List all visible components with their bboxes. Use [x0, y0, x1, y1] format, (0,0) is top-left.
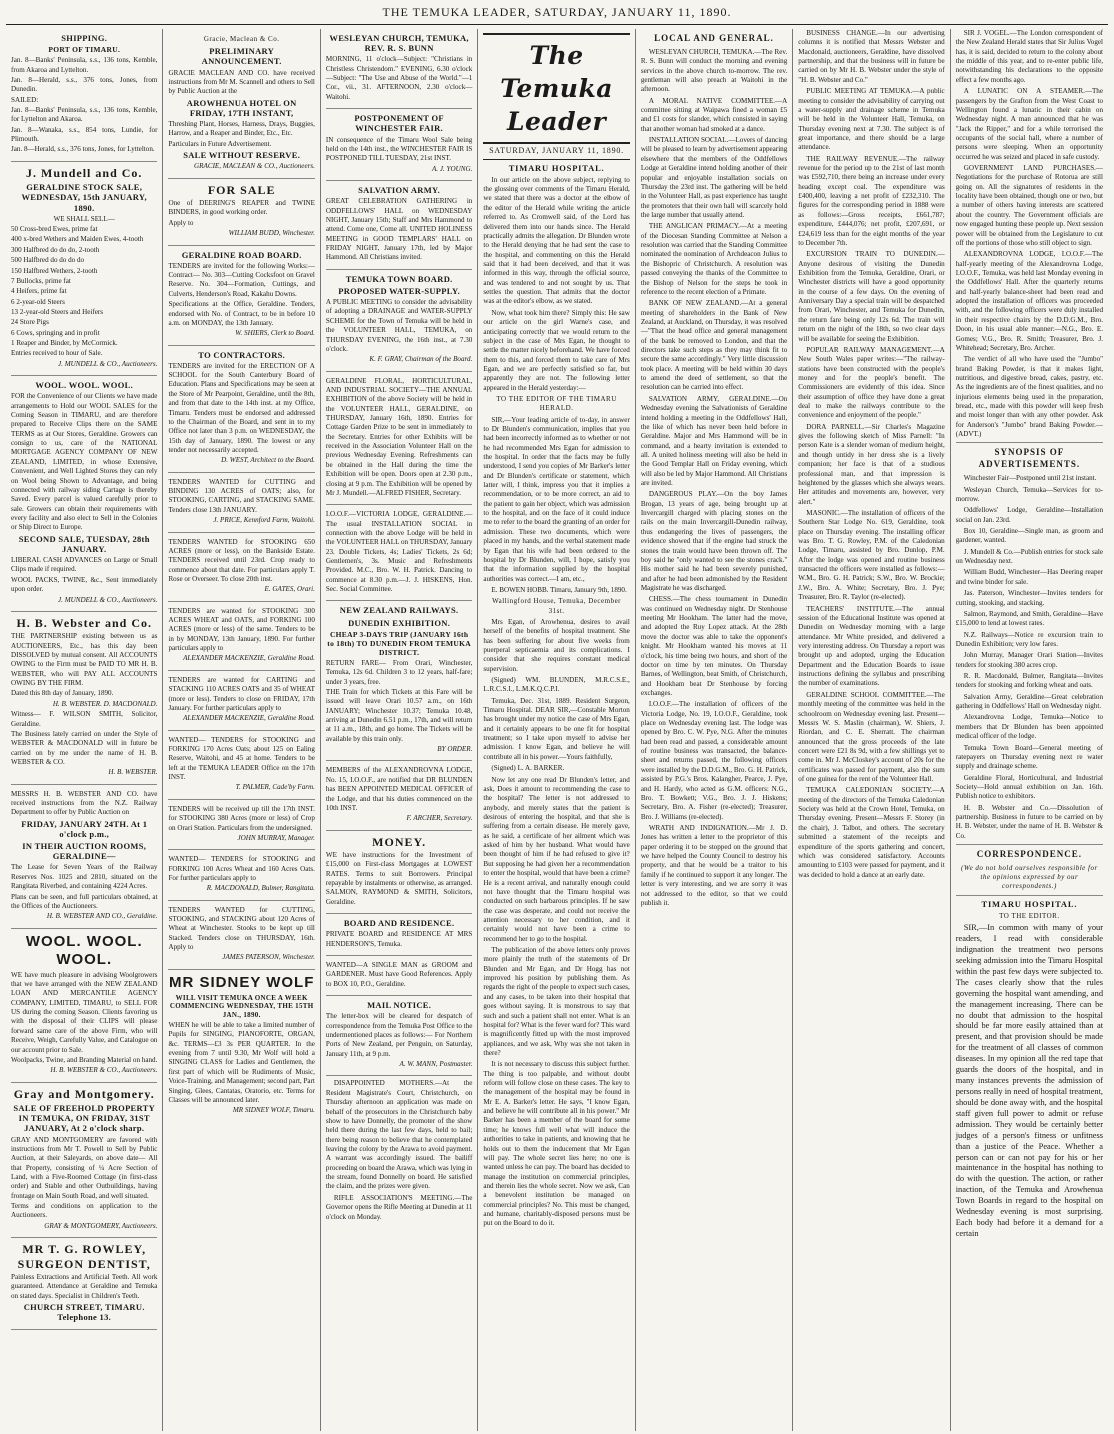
salvation-heading: SALVATION ARMY.	[358, 184, 441, 195]
news-item: POPULAR RAILWAY MANAGEMENT.—A New South Wales paper writes:—"The railway-stations have been constructed with the people's money and for the people's benefit. The Commissioners are evidently of this idea. Since their assumption of office they have done a great deal to make the railways contribute to the convenience and enjoyment of the people."	[798, 345, 945, 420]
wanted-groom-text: WANTED—A SINGLE MAN as GROOM and GARDENER. Must have Good References. Apply to BOX 10, P.O., Geraldine.	[325, 961, 473, 988]
corr-to-editor: TO THE EDITOR.	[999, 911, 1060, 920]
town-board-heading: TEMUKA TOWN BOARD.	[345, 273, 453, 284]
webster-heading: H. B. Webster and Co.	[16, 615, 153, 630]
rowley-ad	[11, 1238, 157, 1330]
correspondence-heading: CORRESPONDENCE.	[976, 849, 1082, 860]
gracie-ad	[168, 29, 314, 179]
postpone-signature: A. J. YOUNG.	[431, 164, 473, 173]
shipping-line: SAILED:	[11, 95, 39, 104]
column-6	[793, 29, 950, 1431]
return-fare: RETURN FARE— From Orari, Winchester, Temuka, 12s 6d. Children 3 to 12 years, half-fare; under 3 years, free.	[325, 658, 473, 686]
synopsis-item: John Murray, Manager Orari Station—Invites tenders for stooking 380 acres crop.	[955, 651, 1104, 669]
stock-line: 13 2-year-old Steers and Heifers	[11, 307, 104, 316]
continued-signature: H. B. WEBSTER.	[108, 768, 158, 777]
money-heading: MONEY.	[372, 834, 427, 849]
geraldine-stock-sale: GERALDINE STOCK SALE, WEDNESDAY, 15th JANUARY, 1890.	[21, 182, 147, 213]
gracie-particulars: Particulars in Future Advertisement.	[168, 139, 272, 148]
mundell-signature: J. MUNDELL & CO., Auctioneers.	[58, 359, 158, 368]
wool-heading: WOOL. WOOL. WOOL.	[35, 380, 134, 391]
webster-auction-ad	[11, 785, 157, 929]
auction-rooms: IN THEIR AUCTION ROOMS, GERALDINE—	[22, 841, 147, 862]
news-item: TEMUKA CALEDONIAN SOCIETY.—A meeting of the directors of the Temuka Caledonian Society was held at the Crown Hotel, Temuka, on Thursday evening. Present—Messrs F. Storey (in the chair), J. Talbot, and others. The secretary submitted a statement of the receipts and expenditure of the sports gathering and concert, which was considered satisfactory. Accounts amounting to £103 were passed for payment, and it was decided to hold a dance at an early date.	[798, 786, 945, 879]
disappointed-text: DISAPPOINTED MOTHERS.—At the Resident Magistrate's Court, Christchurch, on Thursday afternoon an application was made on behalf of the prosecutors in the Christchurch baby show to have Donnelly, the promoter of the show held there during the last few days, held to bail; there being reason to believe that he contemplated leaving the colony by the Arawa to avoid payment. A warrant was accordingly issued. The bailiff proceeding on board the Arawa, which was lying in the stream, found Donnelly on board. He satisfied the claim, and the prizes were given.	[325, 1079, 473, 1191]
tenders3-text: TENDERS are wanted for STOOKING 300 ACRES WHEAT and OATS, and FORKING 100 ACRES (more or less) of the same. Tenders to be in by MONDAY, 13th January, 1890. For further particulars apply to	[168, 606, 315, 653]
signed-barker: (Signed) L. A. BARKER.	[491, 764, 565, 773]
webster-signature: H. B. WEBSTER AND CO., Geraldine.	[46, 912, 158, 921]
synopsis-item: J. Mundell & Co.—Publish entries for stock sale on Wednesday next.	[955, 547, 1104, 566]
road-board-heading: GERALDINE ROAD BOARD.	[181, 249, 302, 260]
road-board-text: TENDERS are invited for the following Works:— Contract— No. 303—Cutting Cocksfoot on Gravel Reserve. No. 304—Formation, Cuttings, and Culverts, Henderson's Road, Kakahu Downs.	[168, 261, 315, 298]
synopsis-item: R. R. Macdonald, Bulmer, Rangitata—Invites tenders for stooking and forking wheat and oats.	[955, 672, 1104, 690]
tenders2-text: TENDERS WANTED for STOOKING 650 ACRES (more or less), on the Bankside Estate. TENDERS received until 23rd. Crop ready to commence about that date. For particulars apply T. Rose or Overseer. To close 20th inst.	[168, 537, 315, 583]
letter-signature: E. BOWEN HOBB. Timaru, January 9th, 1890.	[491, 585, 627, 594]
news-item: The verdict of all who have used the "Jumbo" brand Baking Powder, is that it makes light, nutritious, and digestive bread, cakes, pastry, etc. As the ingredients are of the finest qualities, and no injurious elements being used in the preparation, bread, etc., made with this powder will keep fresh and moist longer than with any other powder. Ask for Anderson's "Jumbo" brand Baking Powder.—(ADVT.)	[955, 355, 1104, 439]
rifle-text: RIFLE ASSOCIATION'S MEETING.—The Governor opens the Rifle Meeting at Dunedin at 11 o'clock on Monday.	[325, 1193, 473, 1221]
rowley-text: Painless Extractions and Artificial Teeth. All work guaranteed. Attendance at Geraldine and Temuka on stated days. Specialist in Children's Teeth.	[11, 1272, 158, 1300]
wool-packs: WOOL PACKS, TWINE, &c., Sent immediately upon order.	[11, 575, 158, 594]
col6-news-items	[798, 29, 944, 880]
shipping-line: Jan. 8—Wanaka, s.s., 854 tons, Lundie, for Plimouth.	[11, 125, 158, 144]
contractors-signature: D. WEST, Architect to the Board.	[221, 456, 315, 465]
wolf-text: WHEN he will be able to take a limited number of Pupils for SINGING, PIANOFORTE, ORGAN, &c. TERMS—£3 3s PER QUARTER. In the evening from 7 until 9.30, Mr Wolf will hold a SINGING CLASS for Ladies and Gentlemen, the first part of which will be Rudiments of Music, Voice-Training, and Management; second part, Part Singing, Glees, Cantatas, Oratorio, etc. Terms for Classes will be announced later.	[168, 1020, 315, 1104]
tenders2-signature: E. GATES, Orari.	[264, 585, 315, 594]
signed-blunden: (Signed) WM. BLUNDEN, M.R.C.S.E., L.R.C.S.I., L.M.K.Q.C.P.I.	[483, 675, 630, 694]
salvation-text: GREAT CELEBRATION GATHERING in ODDFELLOWS' HALL on WEDNESDAY NIGHT, January 15th; Staff and Mrs Hammond to attend. Come one, Come all. UNITED HOLINESS MEETING in GOOD TEMPLARS' HALL on FRIDAY NIGHT, January 17th, led by Major Hammond. All Christians invited.	[325, 197, 473, 262]
tenders-ad-4	[168, 671, 314, 731]
contractors-text: TENDERS are invited for the ERECTION OF A SCHOOL for the South Canterbury Board of Education. Plans and Specifications may be seen at the Store of Mr Pearpoint, Geraldine, until the 8th, and from that date to the 14th inst. at my Office, Timaru. Tenders must be endorsed and addressed to the Chairman of the Board, and sent in to my Office not later than 3 p.m. on WEDNESDAY, the 15th day of January, 1890. The lowest or any tender not necessarily accepted.	[168, 361, 315, 454]
board-text: PRIVATE BOARD and RESIDENCE AT MRS HENDERSON'S, Temuka.	[325, 930, 473, 948]
tenders1-signature: J. PRICE, Kennford Farm, Waitohi.	[213, 516, 315, 525]
friday-date: FRIDAY, JANUARY 24TH. At 1 o'clock p.m.,	[21, 818, 148, 839]
news-item: SALVATION ARMY, GERALDINE.—On Wednesday evening the Salvationists of Geraldine intend holding a meeting in the Oddfellows' Hall, the like of which has never been held before in Geraldine. Major and Mrs Hammond will be in command, and a hearty invitation is extended to all. A united holiness meeting will also be held in the Good Templar Hall on Friday evening, which will also be led by Major Hammond. All Christians are invited.	[640, 394, 788, 488]
road-board-signature: W. SHIERS, Clerk to Board.	[235, 329, 315, 338]
wool-ad-webster	[11, 929, 157, 1083]
mundell-heading: J. Mundell and Co.	[26, 165, 143, 180]
salvation-ad	[326, 181, 472, 270]
divider	[956, 844, 1103, 845]
by-order: BY ORDER.	[437, 745, 473, 754]
port-heading: PORT OF TIMARU.	[48, 45, 121, 55]
mail-heading: MAIL NOTICE.	[367, 1000, 432, 1011]
packs-signature: J. MUNDELL & CO., Auctioneers.	[58, 595, 158, 604]
wolf-heading: MR SIDNEY WOLF	[168, 973, 315, 991]
money-ad	[326, 831, 472, 915]
wanted2-signature: R. MACDONALD, Bulmer, Rangitata.	[206, 884, 315, 893]
wolf-ad	[168, 970, 314, 1122]
col7-news-items	[956, 29, 1103, 439]
tenders-ad-1	[168, 473, 314, 533]
tenders5-signature: JOHN MURRAY, Manager.	[237, 833, 315, 842]
mail-ad	[326, 996, 472, 1076]
lease-text: The Lease for Seven Years of the Railway Reserves Nos. 1025 and 2810, situated on the Rangitata Riverbed, and containing 4224 Acres.	[11, 863, 158, 891]
plans-text: Plans can be seen, and full particulars obtained, at the Offices of the Auctioneers.	[11, 892, 158, 910]
letter-heading: TO THE EDITOR OF THE TIMARU HERALD.	[496, 395, 617, 413]
news-item: TEACHERS' INSTITUTE.—The annual session of the Educational Institute was opened at Dunedin on Wednesday morning with a large attendance. Mr White presided, and delivered a very interesting address. On Thursday a report was brought up and adopted, urging the Education Department and the Education Boards to issue instructions defining the syllabus and prescribing the number of examinations.	[798, 604, 945, 688]
synopsis-item: Jas. Paterson, Winchester—Invites tenders for cutting, stooking, and stacking.	[955, 589, 1104, 607]
news-item: GOVERNMENT LAND PURCHASES.—Negotiations for the purchase of Rotorua are still going on. All the signatures of residents in the locality have been obtained, though one or two, but a number of others having interests are scattered about the country. The Government officials are now engaged hunting these people up. Next session power will be obtained from the Legislature to cut off the portions of those who still object to sign.	[955, 164, 1104, 247]
news-item: A MORAL NATIVE COMMITTEE.—A committee sitting at Waipawa fined a woman £5 and £1 costs for slander, which consisted in saying that another woman had smoked at a dance.	[640, 96, 788, 133]
shipping-line: Jan. 8—Herald, s.s., 376 tons, Jones, from Dunedin.	[11, 75, 158, 94]
contractors-heading: TO CONTRACTORS.	[198, 349, 286, 360]
floral-ad	[326, 372, 472, 506]
wool2-signature: H. B. WEBSTER & CO., Auctioneers.	[50, 1066, 158, 1075]
tenders4-text: TENDERS are wanted for CARTING and STACKING 110 ACRES OATS and 35 of WHEAT (more or less). Tenders to close on FRIDAY, 17th January. For further particulars apply to	[168, 675, 315, 712]
wool2-text: WE have much pleasure in advising Woolgrowers that we have arranged with the NEW ZEALAND LOAN AND MERCANTILE AGENCY COMPANY, LIMITED, TIMARU, to SELL FOR US during the coming Season. Clients favoring us with the disposal of their CLIPS will please forward same care of the above Firm, who will Receive, Weigh, Carefully Value, and Catalogue on our account prior to Sale.	[11, 970, 158, 1054]
tenders5-text: TENDERS will be received up till the 17th INST. for STOOKING 380 Acres (more or less) of Crop on Orari Station. Particulars from the undersigned.	[168, 804, 315, 832]
dear-sir-text: Temuka, Dec. 31st, 1889. Resident Surgeon, Timaru Hospital. DEAR SIR,—Constable Morton has brought under my notice the case of Mrs Egan, and it certainly appears to be one fit for hospital treatment; so I take upon myself to advise her admission. I know Egan, and believe he will contribute all in his power.—Yours faithfully,	[483, 696, 630, 761]
webster-ad	[11, 612, 157, 785]
stock-line: 150 Halfbred Wethers, 2-tooth	[11, 266, 98, 275]
alexandrovna-ad	[326, 761, 472, 830]
column-2	[163, 29, 320, 1431]
page-masthead: THE TEMUKA LEADER, SATURDAY, JANUARY 11, 1890.	[6, 0, 1108, 25]
column-3	[321, 29, 478, 1431]
news-item: THE ANGLICAN PRIMACY.—At a meeting of the Diocesan Standing Committee at Nelson a resolution was carried that the Standing Committee nominated the nomination of Archdeacon Julius to the Bishopric of Christchurch. A resolution was passed conveying the thanks of the Committee to the Bishop of Nelson for the steps he took in reference to the recent election of a Primate.	[640, 222, 788, 296]
gray-terms: Terms and conditions on application to the Auctioneers.	[11, 1202, 158, 1220]
tenders4-signature: ALEXANDER MACKENZIE, Geraldine Road.	[183, 714, 315, 723]
column-5	[636, 29, 793, 1431]
synopsis-item: Geraldine Floral, Horticultural, and Industrial Society—Hold annual exhibition on Jan. 16th. Publish notice to exhibitors.	[955, 773, 1104, 801]
correspondence-note: (We do not hold ourselves responsible for the opinions expressed by our correspondents.)	[961, 864, 1098, 891]
stock-line: 500 Halfbred do do do do	[11, 256, 85, 265]
gracie-sale: SALE WITHOUT RESERVE.	[183, 150, 301, 161]
wanted-ad-2	[168, 850, 314, 900]
forsale-heading: FOR SALE	[207, 182, 276, 197]
continued-text: The Business lately carried on under the Style of WEBSTER & MACDONALD will in future be carried on by me under the name of H. B. WEBSTER & CO.	[11, 729, 158, 766]
synopsis-item: Alexandrovna Lodge, Temuka—Notice to members that Dr Blunden has been appointed medical officer of the lodge.	[955, 713, 1104, 741]
corr-title: TIMARU HOSPITAL.	[981, 898, 1078, 909]
partnership-text: THE PARTNERSHIP existing between us as AUCTIONEERS, Etc., has this day been DISSOLVED by mutual consent. All ACCOUNTS OWING to the Firm must be PAID TO MR H. B. WEBSTER, who will PAY ALL ACCOUNTS OWING BY THE FIRM.	[11, 632, 158, 688]
wool2-heading: WOOL. WOOL. WOOL.	[25, 932, 143, 968]
hotel-heading: AROWHENUA HOTEL ON FRIDAY, 17TH INSTANT,	[186, 97, 297, 118]
stock-line: 7 Bullocks, prime fat	[11, 276, 71, 285]
synopsis-item: Oddfellows' Lodge, Geraldine—Installation social on Jan. 23rd.	[955, 506, 1104, 524]
board-ad	[326, 914, 472, 956]
editorial-dateline: SATURDAY, JANUARY 11, 1890.	[483, 146, 629, 160]
oof-text: I.O.O.F.—VICTORIA LODGE, GERALDINE.—The usual INSTALLATION SOCIAL in connection with the above Lodge will be held in the VOLUNTEER HALL on THURSDAY, January 23. Double Tickets, 4s; Ladies' Tickets, 2s 6d; Gentlemen's, 3s. Music and Refreshments Provided. M.C., Bro. W. H. Patrick. Dancing to commence at 8.30 p.m.—J. J. HISKENS, Hon. Sec. Social Committee.	[325, 510, 473, 594]
prelim-heading: PRELIMINARY ANNOUNCEMENT.	[201, 46, 282, 67]
witness-text: Witness— F. WILSON SMITH, Solicitor, Geraldine.	[11, 710, 158, 728]
news-item: BANK OF NEW ZEALAND.—At a general meeting of shareholders in the Bank of New Zealand, at Auckland, on Thursday, it was resolved—"That the head office and general management of the bank be removed to London, and that the directors take such steps as they may think fit to secure the same accordingly." Very little discussion took place. A meeting will be held within 30 days to amend the deed of settlement, so that the resolution can be carried into effect.	[640, 299, 788, 392]
dunedin-heading: DUNEDIN EXHIBITION.	[348, 617, 451, 628]
forsale-signature: WILLIAM BUDD, Winchester.	[228, 229, 315, 238]
wanted1-text: WANTED— TENDERS for STOOKING and FORKING 170 Acres Oats; about 125 on Ealing Reserve, Waitohi, and 45 at home. Tenders to be left at the TEMUKA LEADER Office on the 17th INST.	[168, 735, 315, 782]
tenders-ad-5	[168, 800, 314, 850]
wesleyan-ad	[326, 29, 472, 109]
gray-heading: Gray and Montgomery.	[13, 1086, 155, 1101]
corr-letter-text: SIR,—In common with many of your readers, I read with considerable indignation the treatment two persons seeking admission into the Timaru Hospital within the past few days were subjected to. The cases clearly show that the rules governing the hospital want amending, and the management increasing. There can be no doubt that admission to the hospital should be far more easily attained than at present, and that provision should be made for the treatment of all classes of common diseases. In my opinion all the red tape that guards the doors of the hospital, and in many instances prevents the admission of persons really in need of hospital treatment, should be done away with, and the hospital staff given full power to admit or refuse admission. They would be certainly better judges of a person's fitness or unfitness than a justice of the Peace. Whether a person can or can not pay for his or her maintenance in the hospital has nothing to do with the question. The action, or rather inaction, of the Temuka and Arowhenua Town Boards in regard to the hospital on Wednesday evening is most surprising. Each body had before it a demand for a certain	[955, 923, 1104, 1238]
tenders-ad-6	[168, 901, 314, 970]
news-item: GERALDINE SCHOOL COMMITTEE.—The monthly meeting of the committee was held in the schoolroom on Wednesday evening last. Present—Messrs W. S. Maslin (chairman), W. Shiers, J. Riordan, and C. E. Sherratt. The chairman announced that the gross proceeds of the late concert were £21 8s 9d, with a few shillings yet to come in. Mr J. McCloskey's account of 20s for the certificates was passed for payment, also the sum of one guinea for the rent of the Volunteer Hall.	[798, 690, 945, 784]
water-heading: PROPOSED WATER-SUPPLY.	[338, 285, 461, 296]
second-sale: SECOND SALE, TUESDAY, 28th JANUARY.	[18, 533, 150, 554]
tenders-ad-3	[168, 602, 314, 671]
wanted-groom-ad	[326, 956, 472, 996]
gracie-top: Gracie, Maclean & Co.	[203, 35, 280, 43]
oof-ad	[326, 505, 472, 601]
wanted1-signature: T. PALMER, Cade'by Farm.	[235, 783, 315, 792]
news-item: I.O.O.F.—The installation of officers of the Victoria Lodge, No. 19, I.O.O.F., Geraldine, took place on Wednesday evening last. The lodge was opened by Bro. C. W. Pye, N.G. After the minutes had been read and passed, a considerable amount of routine business was transacted, the balance-sheet and returns passed, the following officers were installed by the D.D.G.M., Bro. G. H. Patrick, assisted by P.G.'s Bros. Kalangher, Pearce, J. Pye, and H. Hardy, who acted as G.M. officers: N.G., Bro. T. Bowkett; V.G., Bro. J. J. Hiskens; Secretary, Bro. A. Fisher (re-elected); Treasurer, Bro. J. Williams (re-elected).	[640, 700, 788, 821]
train-text: THE Train for which Tickets at this Fare will be issued will leave Orari 10.57 a.m., on 16th JANUARY; Winchester 10.37; Temuka 10.48, arriving at Dunedin 6.51 p.m., 17th, and will return at 11 a.m., 18th, and go home. The Tickets will be available by this train only.	[325, 687, 473, 743]
wesleyan-heading: WESLEYAN CHURCH, TEMUKA, REV. R. S. BUNN	[329, 33, 469, 54]
news-item: SIR J. VOGEL.—The London correspondent of the New Zealand Herald states that Sir Julius Vogel has, it is said, decided to return to the colony about the middle of this year, and to re-enter public life, notwithstanding his declarations to the opposite effect a few months ago.	[955, 29, 1104, 84]
wool-text: FOR the Convenience of our Clients we have made arrangements to Hold our WOOL SALES for the Coming Season in TIMARU, and are therefore prepared to Receive Clips there on the SAME TERMS as at Our Stores, Geraldine. Growers can consign to us, care of the NATIONAL MORTGAGE AGENCY COMPANY OF NEW ZEALAND, LIMITED, in whose Extensive, Convenient, and Well Lighted Stores they can rely on Wool being Shown to Advantage, and being connected with railway siding Cartage is thereby Saved. Every parcel is valued carefully prior to sale. Growers can obtain their requirements with every facility and also elect to Sell in the Colonies or Ship Direct to Europe.	[11, 392, 158, 532]
wanted2-text: WANTED— TENDERS for STOOKING and FORKING 100 Acres Wheat and 160 Acres Oats. For further particulars apply to	[168, 855, 315, 882]
analysis-2: The publication of the above letters only proves more plainly the truth of the statements of Dr Blunden and Mr Egan, and Dr Hogg has not improved his position by publishing them. As regards the right of the people to expect such cases, and any cases, to be taken into their hospital that goes without saying. It is monstrous to say that such and such a patient shall not enter. What is an hospital for? What is the fever ward for? This ward is magnificently fitted up with the most improved appliances, and we ask, Why was she not taken in there?	[483, 946, 630, 1057]
floral-text: GERALDINE FLORAL, HORTICULTURAL, AND INDUSTRIAL SOCIETY—THE ANNUAL EXHIBITION of the above Society will be held in the VOLUNTEER HALL, GERALDINE, on THURSDAY, January 16th, 1890. Entries for Cottage Garden Prize to be sent in immediately to the Secretary. Entries for other Exhibits will be received in the Association Volunteer Hall on the previous Wednesday Evening. Refreshments can be obtained in the Hall during the time the Exhibition will be open. Doors open at 2.30 p.m., closing at 9 p.m. The Exhibition will be opened by Mr J. Mundell.—ALFRED FISHER, Secretary.	[325, 376, 473, 497]
shipping-lines	[11, 56, 157, 155]
hospital-para-2: Now, what took him there? Simply this: He saw our article on the girl Warne's case, and anticipating correctly that we would return to the subject in the case of Mrs Egan, he thought to settle the matter nicely beforehand. We have forced them to this, and forced them to take care of Mrs Egan, and we are perfectly satisfied so far, but apparently they are not. The following letter appeared in the Herald yesterday:—	[483, 308, 630, 392]
news-item: MASONIC.—The installation of officers of the Southern Star Lodge No. 619, Geraldine, took place on Thursday evening. The installing officer was Bro. T. G. Rowley, P.M. of the Caledonian Lodge, Timaru, assisted by Bro. Dunlop, P.M. After the lodge was opened and routine business transacted the officers were installed as follows:—W.M., Bro. G. H. Patrick; S.W., Bro. W. Brockie; J.W., Bro. A. White; Secretary, Bro. J. Pye; Treasurer, Bro. R. Taylor (re-elected).	[798, 508, 945, 602]
column-1	[6, 29, 163, 1431]
stock-lines	[11, 225, 157, 359]
news-item: WESLEYAN CHURCH, TEMUKA.—The Rev. R. S. Bunn will conduct the morning and evening services in the above church to-morrow. The rev. gentleman will also preach at Waitohi in the afternoon.	[640, 47, 788, 94]
col3-news	[326, 1076, 472, 1221]
freehold-heading: SALE OF FREEHOLD PROPERTY IN TEMUKA, ON FRIDAY, 31ST JANUARY, At 2 o'clock sharp.	[13, 1102, 156, 1134]
news-item: PUBLIC MEETING AT TEMUKA.—A public meeting to consider the advisability of carrying out a water-supply and drainage scheme in Temuka will be held in the Volunteer Hall, Temuka, on Thursday evening next at 7.30. The subject is of great importance, and there should be a large attendance.	[798, 87, 945, 152]
stock-line: 6 2-year-old Steers	[11, 297, 65, 306]
synopsis-item: Winchester Fair—Postponed until 21st instant.	[963, 474, 1097, 483]
dated-text: Dated this 8th day of January, 1890.	[11, 689, 114, 698]
road-board-ad	[168, 246, 314, 346]
shipping-line: Jan. 8—Herald, s.s., 376 tons, Jones, for Lyttelton.	[11, 145, 155, 154]
gracie-signature: GRACIE, MACLEAN & CO., Auctioneers.	[194, 162, 315, 171]
tenders6-text: TENDERS WANTED for CUTTING, STOOKING, and STACKING about 120 Acres of Wheat at Winchester. Stooks to be kept up till Stacked. Tenders close on THURSDAY, 16th. Apply to	[168, 905, 315, 952]
local-general-heading: LOCAL AND GENERAL.	[654, 33, 774, 43]
synopsis-item: Wesleyan Church, Temuka—Services for to-morrow.	[955, 485, 1104, 503]
wolf-signature: MR SIDNEY WOLF, Timaru.	[232, 1106, 315, 1115]
stock-line: 50 Cross-bred Ewes, prime fat	[11, 225, 98, 234]
alexandrovna-signature: F. ARCHER, Secretary.	[406, 814, 473, 823]
forsale-apply: Apply to	[168, 218, 194, 227]
stock-line: 6 Cows, springing and in profit	[11, 328, 100, 337]
forsale-text: One of DEERING'S REAPER and TWINE BINDERS, in good working order.	[168, 199, 315, 217]
postpone-heading: POSTPONEMENT OF WINCHESTER FAIR.	[354, 113, 444, 134]
money-text: WE have instructions for the Investment of £15,000 on First-class Mortgages at LOWEST RATES. Terms to suit Borrowers. Principal repayable by instalments or otherwise, as arranged. SALMON, RAYMOND & SMITH, Solicitors, Geraldine.	[325, 851, 473, 906]
railways-ad	[326, 601, 472, 761]
divider	[956, 895, 1103, 896]
analysis-1: Now let any one read Dr Blunden's letter, and ask, Does it amount to recommending the case to the hospital? The letter is not addressed to anybody, and merely states that the patient is desirous of entering the hospital, and that she is suffering from a certain disease. He merely gave, as he said, a certificate of her ailment which was asked of him by her husband. What would have been thought of him if he had refused to give it? But supposing he had given her a recommendation to enter the hospital, would that have been a crime? He is a recent arrival, and naturally enough could not have thought that the Timaru hospital was conducted on such barbarous principles. If he saw the case was desperate, and could not receive the attention necessary to her condition, and it certainly would not have been a crime to recommend her to go to the hospital.	[483, 775, 630, 943]
news-item: EXCURSION TRAIN TO DUNEDIN.—Anyone desirous of visiting the Dunedin Exhibition from the Temuka, Geraldine, Orari, or Winchester districts will have a good opportunity in the course of a few days. On the evening of Anniversary Day a special train will be despatched from Orari, Winchester, and Temuka for Dunedin, the return fare being only 12s 6d. The train will return on the night of the 18th, so two clear days will be available for seeing the Exhibition.	[798, 250, 945, 343]
mundell-stock-ad	[11, 162, 157, 376]
liberal-advances: LIBERAL CASH ADVANCES on Large or Small Clips made if required.	[11, 556, 158, 574]
mail-text: The letter-box will be cleared for despatch of correspondence from the Temuka Post Office to the undermentioned places as follows:— For Northern Ports of New Zealand, per Penguin, on Saturday, January 11th, at 9 p.m.	[325, 1012, 473, 1058]
tenders3-signature: ALEXANDER MACKENZIE, Geraldine Road.	[183, 654, 315, 663]
synopsis-items	[956, 474, 1103, 841]
synopsis-item: William Budd, Winchester—Has Deering reaper and twine binder for sale.	[955, 568, 1104, 586]
mail-signature: A. W. MANN, Postmaster.	[399, 1060, 473, 1069]
gray-signature: GRAY & MONTGOMERY, Auctioneers.	[44, 1221, 158, 1230]
news-item: A LUNATIC ON A STEAMER.—The passengers by the Grafton from the West Coast to Wellington found a lunatic in their cabin on Wednesday night. A man announced that he was "Jack the Ripper," and for a while terrorised the occupants of the social hall, where a number of persons were sleeping. When an opportunity occurred he was seized and placed in safe custody.	[955, 87, 1104, 161]
wanted-ad-1	[168, 731, 314, 800]
stock-line: Entries received to hour of Sale.	[11, 349, 103, 358]
news-item: BUSINESS CHANGE.—In our advertising columns it is notified that Messrs Webster and Macdonald, auctioneers, Geraldine, have dissolved partnership, and that the business will in future be carried on by Mr H. B. Webster under the style of "H. B. Webster and Co."	[798, 29, 945, 84]
news-item: CHESS.—The chess tournament in Dunedin was continued on Wednesday night. Dr Stenhouse meeting Mr Hookham. The latter had the move, and adopted the Ruy Lopez attack. At the 28th move the doctor was able to take the opponent's knight. Mr Hookham wanted his moves at 11 o'clock, his time being two hours, and short of the doctor on time by ten minutes. On Thursday Barnes, of Wellington, beat Smith, of Christchurch, and Hookham beat Dr Stenhouse by forcing exchanges.	[640, 595, 788, 697]
column-7	[951, 29, 1108, 1431]
news-item: DORA PARNELL.—Sir Charles's Magazine gives the following sketch of Miss Parnell: "In person Kate is a slender woman of medium height, and though untidy in her dress she is a lively companion; her face is that of a studious professional man, and that impression is heightened by the glasses which she always wears. Her attitudes and movements are, however, very alert."	[798, 422, 945, 506]
will-sell: WE SHALL SELL—	[53, 214, 115, 223]
stock-line: 300 Halfbred do do do, 2-tooth	[11, 245, 100, 254]
water-signature: K. F. GRAY, Chairman of the Board.	[369, 355, 473, 364]
stock-line: 1 Reaper and Binder, by McCormick.	[11, 339, 118, 348]
synopsis-item: H. B. Webster and Co.—Dissolution of partnership. Business in future to be carried on by H. B. Webster, under the name of H. B. Webster & Co.	[955, 803, 1104, 840]
shipping-line: Jan. 8—Banks' Peninsula, s.s., 136 tons, Kemble, for Lyttelton and Akaroa.	[11, 105, 158, 124]
synopsis-item: N.Z. Railways—Notice re excursion train to Dunedin Exhibition; very low fares.	[955, 630, 1104, 648]
water-ad	[326, 270, 472, 372]
wool-ad-mundell	[11, 376, 157, 612]
nzr-heading: NEW ZEALAND RAILWAYS.	[339, 605, 459, 616]
mrs-egan-text: Mrs Egan, of Arowhenua, desires to avail herself of the benefits of hospital treatment. She has been suffering for about five weeks from puerperal septicaemia and its complications. I consider that she requires constant medical supervision.	[483, 617, 630, 673]
news-item: INSTALLATION SOCIAL.—Lovers of dancing will be pleased to learn by advertisement appearing elsewhere that the members of the Oddfellows Lodge at Geraldine intend holding another of their popular and enjoyable installation socials on Thursday the 23rd inst. The gathering will be held in the Volunteer Hall, as past experience has taught the promoters that their own hall will scarcely hold the large number that usually attend.	[640, 136, 788, 219]
water-text: A PUBLIC MEETING to consider the advisability of adopting a DRAINAGE and WATER-SUPPLY SCHEME for the Town of Temuka will be held in the VOLUNTEER HALL, TEMUKA, on THURSDAY EVENING, the 16th inst., at 7.30 o'clock.	[325, 298, 473, 353]
stock-line: 400 x-bred Wethers and Maiden Ewes, 4-tooth	[11, 235, 144, 244]
road-board-specs: Specifications at the Office, Geraldine. Tenders, endorsed with No. of Contract, to be in before 10 a.m. on MONDAY, the 13th January.	[168, 300, 315, 327]
synopsis-item: Box 10, Geraldine—Single man, as groom and gardener, wanted.	[955, 527, 1104, 545]
hospital-editorial	[483, 176, 629, 1229]
corr-letter	[956, 923, 1103, 1240]
forsale-ad	[168, 179, 314, 246]
analysis-3: It is not necessary to discuss this subject further. The thing is too palpable, and without doubt reform will follow close on these cases. The key to the management of the hospital may be found in Mr E. A. Barker's letter. He says, "I know Egan, and believe he will contribute all in his power." Mr Barker has been a member of the board for some time; he knows full well what will induce the authorities to take in patients, and knowing that he holds out to them the inducement that Mr Egan will pay. The whole secret lies here; no one is wanted unless he can pay. The board has decided to manage the institution on commercial principles, and therein lies the whole secret. Now we ask, Can a benevolent institution be managed on commercial principles? No. This must be changed, and humane, charitably-disposed persons must be put on the Board to do it.	[483, 1060, 630, 1228]
alexandrovna-text: MEMBERS of the ALEXANDROVNA LODGE, No. 15, I.O.O.F., are notified that DR BLUNDEN has BEEN APPOINTED MEDICAL OFFICER of the Lodge, and that his duties commenced on the 10th INST.	[325, 766, 473, 812]
synopsis-item: Salmon, Raymond, and Smith, Geraldine—Have £15,000 to lend at lowest rates.	[955, 609, 1104, 628]
stock-line: 4 Heifers, prime fat	[11, 287, 67, 296]
board-heading: BOARD AND RESIDENCE.	[343, 918, 455, 929]
wolf-sub: WILL VISIT TEMUKA ONCE A WEEK COMMENCING WEDNESDAY, THE 15TH JAN., 1890.	[169, 993, 314, 1019]
rowley-heading: MR T. G. ROWLEY, SURGEON DENTIST,	[17, 1242, 151, 1271]
gracie-text: GRACIE MACLEAN AND CO. have received instructions from Mr M. Scannell and others to Sell by Public Auction at the	[168, 68, 315, 96]
news-item: DANGEROUS PLAY.—On the boy James Brogan, 13 years of age, being brought up at Invercargill charged with placing stones on the rails on the main Invercargill-Dunedin railway, thus endangering the lives of passengers, the evidence showed that if the engine had struck the stones the train would have been thrown off. The boy said he "only wanted to see the stones crack." His mother said he had been severely punished, and after he had been admonished by the Resident Magistrate he was discharged.	[640, 490, 788, 592]
synopsis-item: Temuka Town Board—General meeting of ratepayers on Thursday evening next re water supply and drainage scheme.	[955, 743, 1104, 771]
gracie-items: Threshing Plant, Horses, Harness, Drays, Buggies, Harrow, and a Reaper and Binder, Etc., Etc.	[168, 120, 315, 138]
stock-line: 24 Store Pigs	[11, 318, 49, 327]
news-item: ALEXANDROVNA LODGE, I.O.O.F.—The half-yearly meeting of the Alexandrovna Lodge, I.O.O.F., Temuka, was held last Monday evening in the Oddfellows' Hall. After the quarterly returns and half-yearly balance-sheet had been read and adopted the installation of officers was proceeded with, and the following officers were duly installed in their respective chairs by the D.D.G.M., Bro. Doon, in his usual able manner:—N.G., Bro. E. Gomes; V.G., Bro. R. Smith; Treasurer, Bro. J. Whitehead; Secretary, Bro. Archer.	[955, 250, 1104, 352]
divider	[956, 442, 1103, 443]
tenders-ad-2	[168, 533, 314, 602]
shipping-heading: SHIPPING.	[61, 33, 108, 43]
wesleyan-text: MORNING, 11 o'clock—Subject: "Christians in Christless Christendom." EVENING, 6.30 o'clock—Subject: "The Use and Abuse of the World."—1 Cor., vii., 31. AFTERNOON, 2.30 o'clock—Waitohi.	[325, 55, 473, 101]
gray-text: GRAY AND MONTGOMERY are favored with instructions from Mr T. Powell to Sell by Public Auction, at their Saleyards, on above date— All that Property, consisting of ¼ Acre Section of Land, with a Five-Roomed Cottage (in first-class order) and Stable and other Outbuildings, having frontage on Main South Road, and well situated.	[11, 1135, 158, 1200]
local-general-items	[641, 48, 787, 908]
postpone-text: IN consequence of the Timaru Wool Sale being held on the 14th inst., the WINCHESTER FAIR IS POSTPONED TILL TUESDAY, 21st INST.	[325, 135, 473, 163]
synopsis-heading: SYNOPSIS OF ADVERTISEMENTS.	[978, 447, 1081, 470]
column-4	[478, 29, 635, 1431]
rowley-address: CHURCH STREET, TIMARU. Telephone 13.	[23, 1302, 145, 1323]
tenders1-text: TENDERS WANTED for CUTTING and BINDING 130 ACRES of OATS; also, for STOOKING, CARTING, and STACKING SAME. Tenders close 13th JANUARY.	[168, 477, 315, 514]
hospital-para-1: In our article on the above subject, replying to the glossing over comments of the Timaru Herald, we stated that there was a doctor at the elbow of the editor of the Herald while writing the article referred to. As Cromwell said, of the Lord has delivered them into our hands since. The Herald practically admits the allegation. Dr Blunden wrote to the Herald denying that he had sent the case to the hospital, and commenting on this the Herald said that it had been deceived, and that it was informed in this way, through the official source, and was tendered to and not sought by us. That settles the question. That admits that the doctor was at the editor's elbow, as we stated.	[483, 175, 630, 306]
shipping-ad	[11, 29, 157, 162]
letter-text: SIR,—Your leading article of to-day, in answer to Dr Blunden's communication, implies that you had been incorrectly informed as to whether or not he had recommended Mrs Egan for admission to the hospital. In order that the facts may be fully understood, I send you copies of Mr Barker's letter and Dr Blunden's certificate or statement, which latter will, I think, impress you that it implies a recommendation, or to be more correct, an aid to the patient to gain her object, which was admission to the hospital, and on the face of it could induce me to refer to the board the granting of an order for admission. These two documents, which were placed in my hands, and the verbal statement made by Egan that his wife had been ordered to the hospital by Dr Blunden, will, I hope, satisfy you that the information supplied by the hospital authorities was correct.—I am, etc.,	[483, 415, 630, 583]
news-item: THE RAILWAY REVENUE.—The railway revenue for the period up to the 21st of last month was £592,710, there being an increase under every heading except coal. The expenditure was £400,400, leaving a net profit of £232,310. The figures for the corresponding period in 1888 were as follows:—Gross receipts, £661,787; expenditure, £444,076; net profit, £207,691, or £24,619 less than for the eight months of the year to December 7th.	[798, 154, 945, 247]
messrs-text: MESSRS H. B. WEBSTER AND CO. have received instructions from the N.Z. Railway Department to offer by Public Auction on	[11, 789, 158, 817]
postpone-ad	[326, 109, 472, 181]
newspaper-nameplate: The Temuka Leader	[483, 33, 629, 144]
gray-ad	[11, 1083, 157, 1239]
contractors-ad	[168, 346, 314, 473]
shipping-line: Jan. 8—Banks' Peninsula, s.s., 136 tons, Kemble, from Akaroa and Lyttelton.	[11, 56, 158, 74]
wallingford: Wallingford House, Temuka, December 31st.	[492, 597, 622, 615]
tenders6-signature: JAMES PATERSON, Winchester.	[222, 953, 315, 962]
hospital-heading: TIMARU HOSPITAL.	[508, 162, 605, 173]
cheap-trip: CHEAP 3-DAYS TRIP (JANUARY 16th to 18th) TO DUNEDIN FROM TEMUKA DISTRICT.	[327, 629, 471, 657]
news-item: WRATH AND INDIGNATION.—Mr J. D. Jones has written a letter to the proprietor of this paper ordering it to be stopped on the ground that we have helped the County Council to destroy his property, and that he would be a traitor to his family if he continued to support it any longer. The letter is very interesting, and we are sorry it was not addressed to the editor, so that we could publish it.	[640, 823, 788, 907]
partners-signature: H. B. WEBSTER. D. MACDONALD.	[52, 699, 158, 708]
woolpacks-text: Woolpacks, Twine, and Branding Material on hand.	[11, 1055, 158, 1064]
synopsis-item: Salvation Army, Geraldine—Great celebration gathering in Oddfellows' Hall on Wednesday night.	[955, 692, 1104, 711]
